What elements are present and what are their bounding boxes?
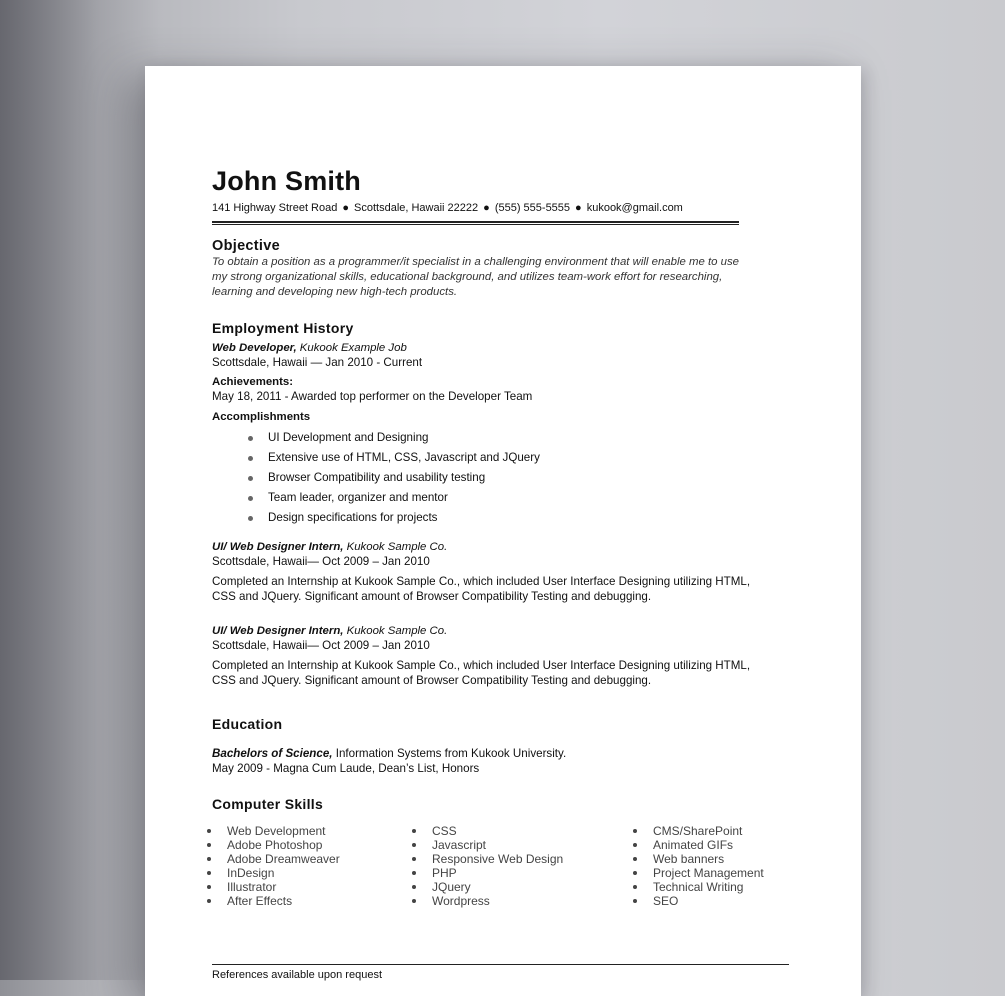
list-item	[412, 866, 563, 880]
job-location-dates: Scottsdale, Hawaii— Oct 2009 – Jan 2010	[212, 639, 430, 652]
resume-name: John Smith	[212, 166, 361, 196]
bullet-icon	[633, 885, 637, 889]
bullet-icon: ●	[483, 202, 490, 214]
education-degree-line	[212, 747, 566, 762]
list-item	[412, 852, 563, 866]
list-item	[633, 824, 764, 838]
list-item	[633, 838, 764, 852]
contact-email: kukook@gmail.com	[586, 202, 683, 214]
bullet-icon	[633, 829, 637, 833]
bullet-icon	[412, 871, 416, 875]
list-item	[207, 866, 340, 880]
list-item	[207, 852, 340, 866]
bullet-icon	[633, 843, 637, 847]
background-shadow	[0, 0, 160, 980]
skill-text: After Effects	[227, 894, 293, 908]
bullet-icon	[207, 843, 211, 847]
bullet-icon	[207, 899, 211, 903]
list-item	[412, 824, 563, 838]
list-item	[633, 866, 764, 880]
list-item-text: Team leader, organizer and mentor	[268, 491, 448, 504]
bullet-icon	[248, 516, 253, 521]
achievement-item: May 18, 2011 - Awarded top performer on the Developer Team	[212, 390, 533, 403]
list-item	[207, 880, 340, 894]
bullet-icon	[207, 871, 211, 875]
skill-text: Wordpress	[432, 894, 490, 908]
resume-page	[145, 66, 861, 996]
list-item	[245, 490, 540, 510]
skill-text: Technical Writing	[653, 880, 744, 894]
skill-text: Javascript	[432, 838, 487, 852]
skill-text: InDesign	[227, 866, 275, 880]
list-item-text: Extensive use of HTML, CSS, Javascript and JQuery	[268, 451, 540, 464]
bullet-icon: ●	[575, 202, 582, 214]
header-divider	[212, 221, 739, 225]
skill-text: Adobe Dreamweaver	[227, 852, 340, 866]
list-item	[633, 894, 764, 908]
job-title: UI/ Web Designer Intern,	[212, 541, 344, 553]
bullet-icon	[207, 829, 211, 833]
job-company: Kukook Sample Co.	[346, 625, 448, 637]
list-item	[412, 880, 563, 894]
bullet-icon	[248, 476, 253, 481]
contact-city: Scottsdale, Hawaii 22222	[354, 202, 479, 214]
skill-text: SEO	[653, 894, 679, 908]
job-title: Web Developer,	[212, 342, 297, 354]
skill-text: Illustrator	[227, 880, 277, 894]
job-company: Kukook Example Job	[299, 342, 407, 354]
skill-text: Animated GIFs	[653, 838, 734, 852]
education-detail: Information Systems from Kukook University.	[335, 747, 567, 760]
list-item-text: Design specifications for projects	[268, 511, 438, 524]
contact-phone: (555) 555-5555	[494, 202, 571, 214]
bullet-icon	[248, 436, 253, 441]
job-title: UI/ Web Designer Intern,	[212, 625, 344, 637]
list-item	[245, 450, 540, 470]
list-item	[412, 838, 563, 852]
job-description: Completed an Internship at Kukook Sample Co., which included User Interface Designing utilizing HTML, CSS and JQuery. Significant amount of Browser Compatibility Testing and debugging.	[212, 659, 751, 687]
job-description: Completed an Internship at Kukook Sample Co., which included User Interface Designing utilizing HTML, CSS and JQuery. Significant amount of Browser Compatibility Testing and debugging.	[212, 575, 751, 603]
contact-line	[212, 202, 683, 214]
employment-heading: Employment History	[212, 320, 354, 336]
contact-address: 141 Highway Street Road	[212, 202, 338, 214]
list-item	[633, 852, 764, 866]
objective-heading: Objective	[212, 238, 280, 254]
skills-column-2	[412, 824, 563, 908]
bullet-icon	[248, 456, 253, 461]
job-title-line	[212, 625, 447, 637]
job-location-dates: Scottsdale, Hawaii— Oct 2009 – Jan 2010	[212, 555, 430, 568]
job-location-dates: Scottsdale, Hawaii — Jan 2010 - Current	[212, 356, 423, 369]
job-company: Kukook Sample Co.	[346, 541, 448, 553]
bullet-icon	[207, 857, 211, 861]
list-item	[633, 880, 764, 894]
skill-text: Responsive Web Design	[432, 852, 564, 866]
bullet-icon	[412, 857, 416, 861]
skill-text: Web Development	[227, 824, 326, 838]
list-item	[207, 824, 340, 838]
bullet-icon: ●	[342, 202, 350, 214]
skill-text: PHP	[432, 866, 457, 880]
bullet-icon	[248, 496, 253, 501]
skill-text: CMS/SharePoint	[653, 824, 743, 838]
education-honors: May 2009 - Magna Cum Laude, Dean’s List, Honors	[212, 762, 480, 775]
bullet-icon	[633, 871, 637, 875]
bullet-icon	[412, 899, 416, 903]
skills-heading: Computer Skills	[212, 796, 324, 812]
bullet-icon	[412, 843, 416, 847]
education-heading: Education	[212, 716, 283, 732]
skill-text: Project Management	[653, 866, 764, 880]
skill-text: JQuery	[432, 880, 471, 894]
education-degree: Bachelors of Science,	[212, 747, 333, 760]
skills-column-1	[207, 824, 340, 908]
job-title-line	[212, 342, 407, 354]
bullet-icon	[633, 857, 637, 861]
footer-references: References available upon request	[212, 969, 383, 981]
list-item	[207, 894, 340, 908]
skill-text: Adobe Photoshop	[227, 838, 323, 852]
accomplishments-list	[245, 430, 540, 530]
skill-text: CSS	[432, 824, 457, 838]
skill-text: Web banners	[653, 852, 725, 866]
job-title-line	[212, 541, 447, 553]
accomplishments-label: Accomplishments	[212, 411, 311, 423]
skills-column-3	[633, 824, 764, 908]
bullet-icon	[207, 885, 211, 889]
list-item	[245, 470, 540, 490]
list-item-text: UI Development and Designing	[268, 431, 429, 444]
objective-text: To obtain a position as a programmer/it specialist in a challenging environment that will enable me to use my strong organizational skills, educational background, and utilizes team-work effort for researching, learning and developing new high-tech products.	[212, 256, 740, 298]
bullet-icon	[412, 829, 416, 833]
bullet-icon	[633, 899, 637, 903]
list-item	[245, 510, 540, 530]
bullet-icon	[412, 885, 416, 889]
list-item	[412, 894, 563, 908]
footer-divider	[212, 964, 789, 965]
achievements-label: Achievements:	[212, 376, 294, 388]
list-item-text: Browser Compatibility and usability testing	[268, 471, 486, 484]
list-item	[245, 430, 540, 450]
list-item	[207, 838, 340, 852]
